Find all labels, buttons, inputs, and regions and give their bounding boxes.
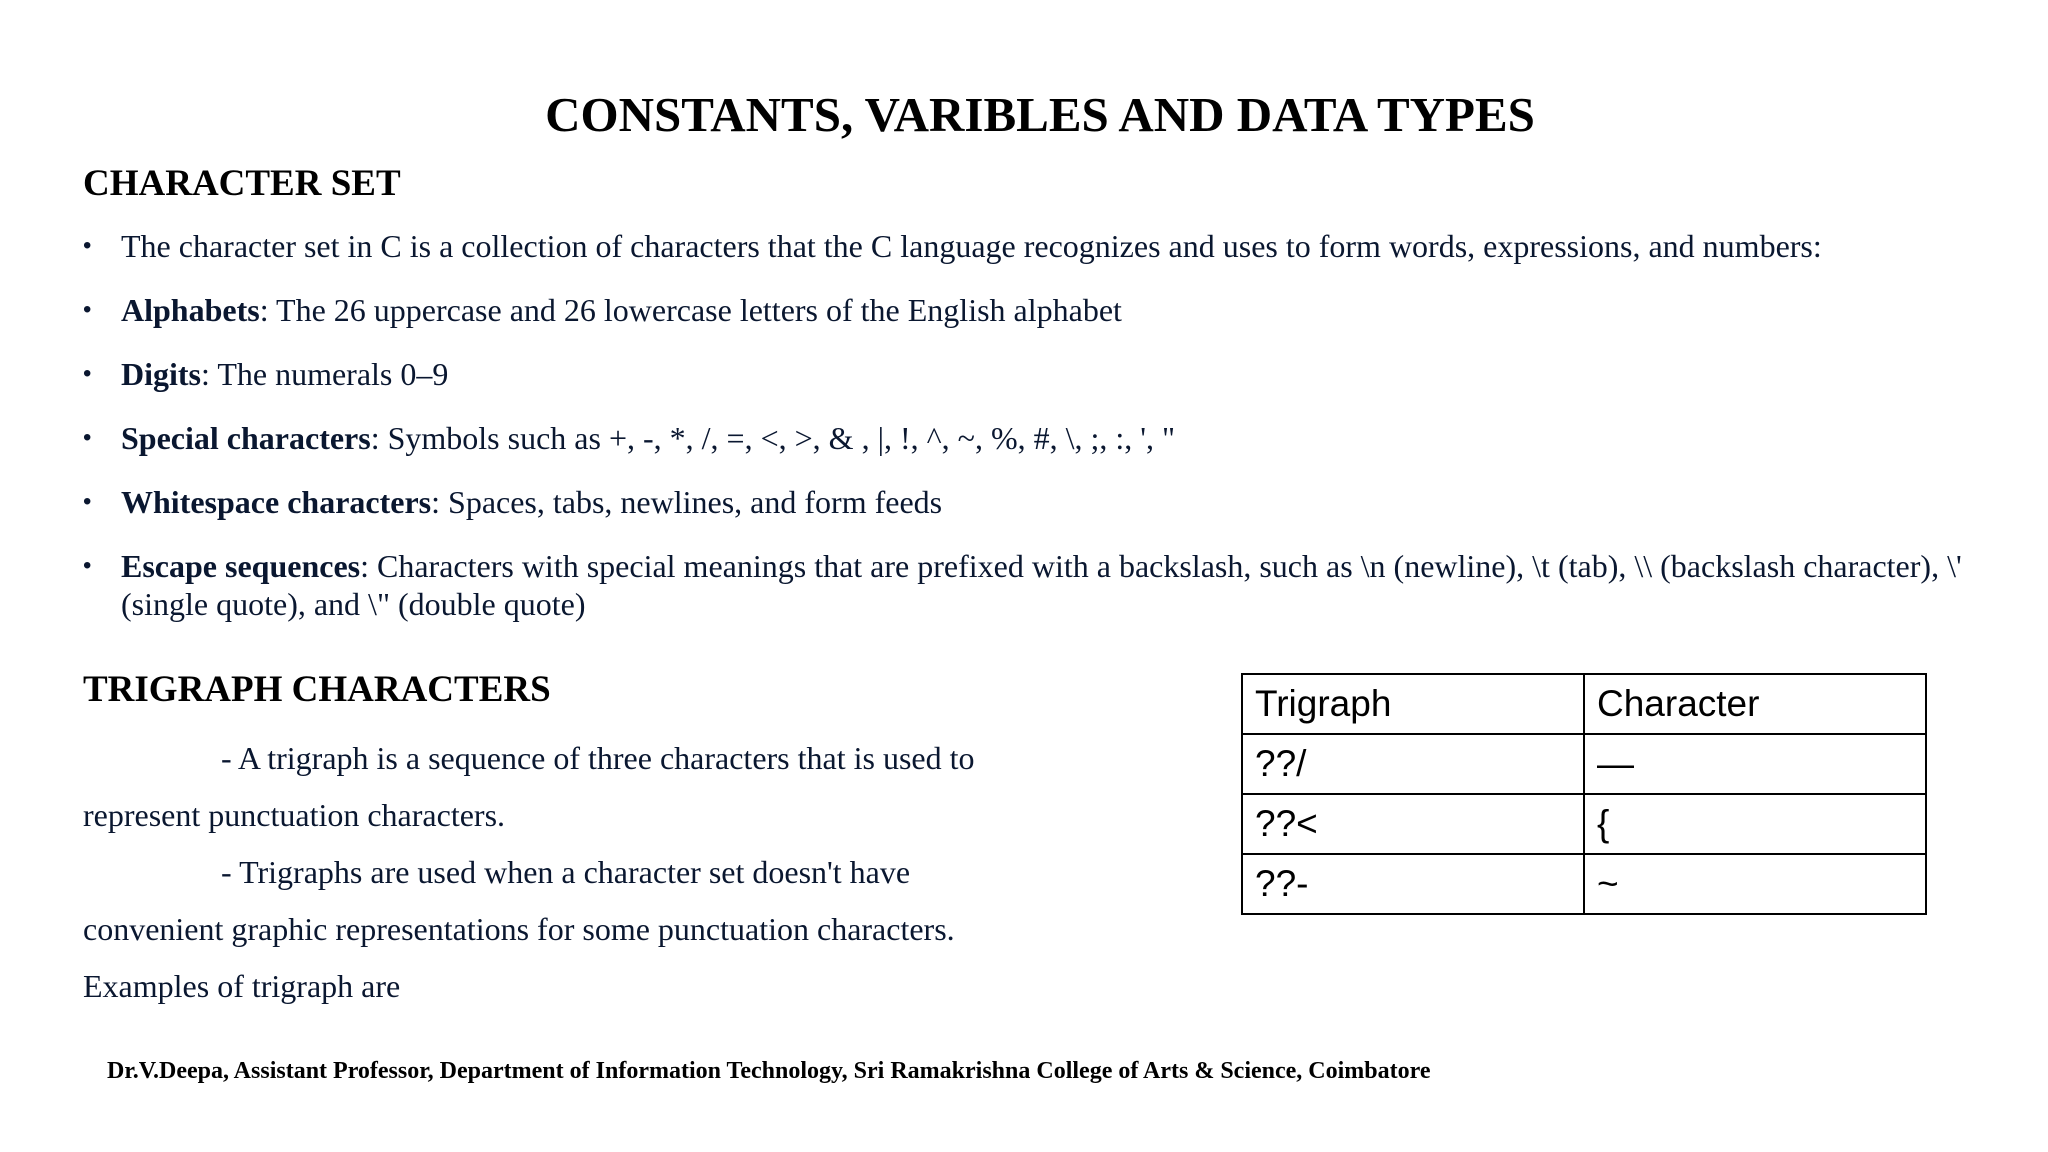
bullet-text: : Spaces, tabs, newlines, and form feeds: [431, 484, 943, 520]
bullet-text: The character set in C is a collection of characters that the C language recognizes and uses to form words, expressions, and numbers:: [121, 228, 1822, 264]
table-header-cell: Character: [1584, 674, 1926, 734]
bullet-icon: •: [83, 424, 92, 451]
list-item: [83, 355, 2023, 393]
bullet-icon: •: [83, 488, 92, 515]
list-item: [83, 547, 2023, 623]
table-cell: ??/: [1242, 734, 1584, 794]
table-row: [1242, 854, 1926, 914]
bullet-term: Digits: [121, 356, 201, 392]
bullet-icon: •: [83, 232, 92, 259]
trigraph-para1-line2: represent punctuation characters.: [83, 797, 506, 833]
table-cell: ??<: [1242, 794, 1584, 854]
trigraph-description: [83, 730, 1083, 1015]
character-set-heading: CHARACTER SET: [83, 163, 401, 204]
bullet-icon: •: [83, 296, 92, 323]
trigraph-para1-line1: - A trigraph is a sequence of three characters that is used to: [221, 740, 975, 776]
table-header-row: [1242, 674, 1926, 734]
table-row: [1242, 794, 1926, 854]
bullet-term: Whitespace characters: [121, 484, 432, 520]
table-cell: ??-: [1242, 854, 1584, 914]
bullet-text: : Symbols such as +, -, *, /, =, <, >, & , |, !, ^, ~, %, #, \, ;, :, ', ": [370, 420, 1176, 456]
table-row: [1242, 734, 1926, 794]
bullet-text: : The 26 uppercase and 26 lowercase letters of the English alphabet: [259, 292, 1122, 328]
bullet-text: : The numerals 0–9: [201, 356, 449, 392]
slide-footer: Dr.V.Deepa, Assistant Professor, Department of Information Technology, Sri Ramakrishna College of Arts & Science, Coimbatore: [107, 1058, 1431, 1084]
bullet-term: Escape sequences: [121, 548, 361, 584]
slide-title: CONSTANTS, VARIBLES AND DATA TYPES: [545, 87, 1535, 142]
table-cell: {: [1584, 794, 1926, 854]
list-item: [83, 227, 2023, 265]
trigraph-para2-line1: - Trigraphs are used when a character set doesn't have: [221, 854, 911, 890]
table-header-cell: Trigraph: [1242, 674, 1584, 734]
table-cell: ~: [1584, 854, 1926, 914]
list-item: [83, 291, 2023, 329]
trigraph-examples-line: Examples of trigraph are: [83, 968, 401, 1004]
bullet-term: Special characters: [121, 420, 371, 456]
bullet-term: Alphabets: [121, 292, 260, 328]
list-item: [83, 483, 2023, 521]
trigraph-heading: TRIGRAPH CHARACTERS: [83, 669, 551, 710]
trigraph-para2-line2: convenient graphic representations for some punctuation characters.: [83, 911, 955, 947]
list-item: [83, 419, 2023, 457]
table-cell: —: [1584, 734, 1926, 794]
bullet-icon: •: [83, 360, 92, 387]
bullet-text: : Characters with special meanings that are prefixed with a backslash, such as \n (newline), \t (tab), \\ (backslash character), \' (single quote), and \" (double quote): [121, 548, 1962, 622]
bullet-icon: •: [83, 552, 92, 579]
trigraph-table: [1241, 673, 1927, 915]
character-set-list: [83, 227, 2023, 649]
